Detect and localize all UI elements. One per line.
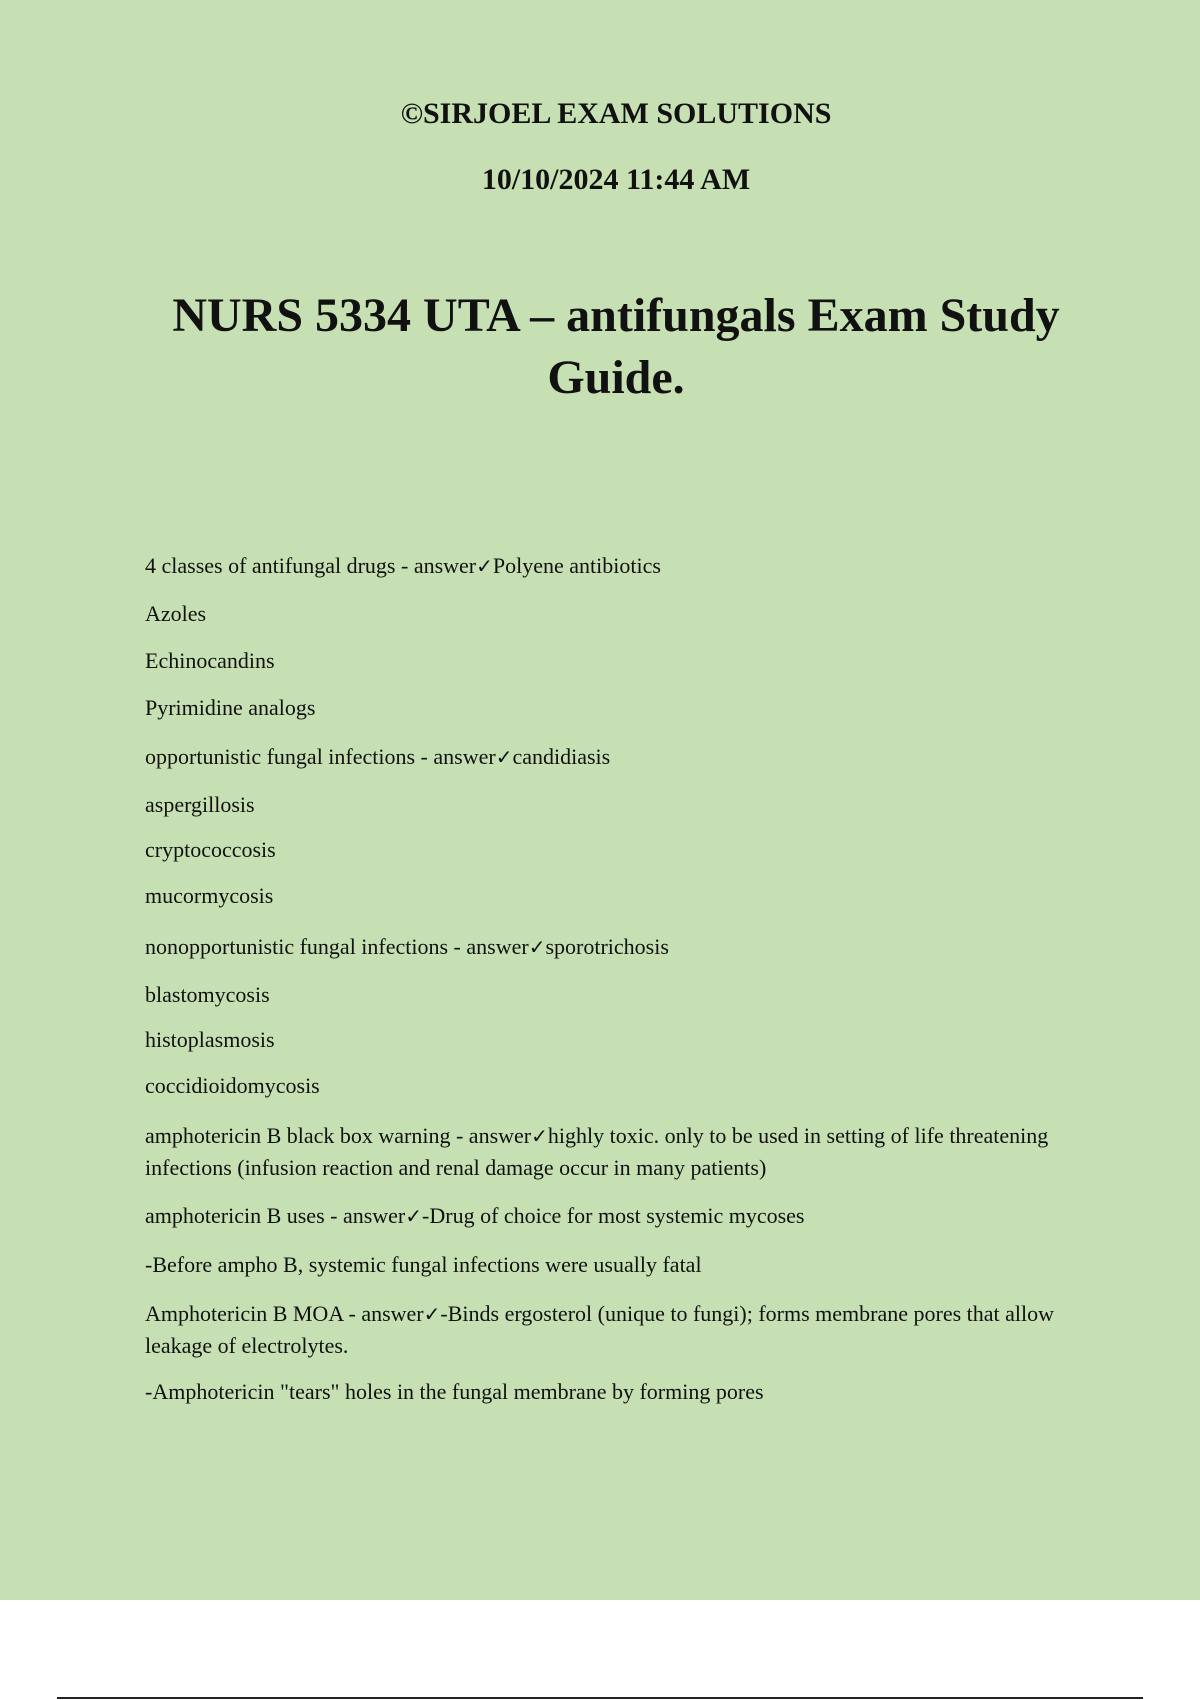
list-item: -Before ampho B, systemic fungal infections were usually fatal [145, 1252, 702, 1277]
copyright-notice: ©SIRJOEL EXAM SOLUTIONS [400, 97, 832, 130]
list-item: aspergillosis [145, 792, 255, 817]
check-icon: ✓ [405, 1204, 423, 1228]
answer-text: -Drug of choice for most systemic mycoses [422, 1203, 805, 1228]
check-icon: ✓ [476, 554, 493, 578]
qa-line [145, 931, 1095, 963]
answer-text: candidiasis [512, 744, 611, 769]
answer-text: Polyene antibiotics [492, 553, 661, 578]
check-icon: ✓ [531, 1124, 548, 1148]
document-title: NURS 5334 UTA – antifungals Exam Study Guide. [172, 289, 1060, 404]
timestamp: 10/10/2024 11:44 AM [481, 163, 751, 196]
list-item: Pyrimidine analogs [145, 695, 316, 720]
question-text: Amphotericin B MOA - answer [145, 1301, 424, 1326]
footer-divider [57, 1697, 1143, 1699]
question-text: opportunistic fungal infections - answer [145, 744, 496, 769]
qa-line [145, 1298, 1095, 1361]
list-item: Echinocandins [145, 648, 275, 673]
question-text: amphotericin B black box warning - answer [145, 1123, 532, 1148]
list-item: blastomycosis [145, 982, 270, 1007]
question-text: nonopportunistic fungal infections - answer [145, 934, 529, 959]
list-item: cryptococcosis [145, 837, 276, 862]
answer-text: -Binds ergosterol (unique to fungi); forms membrane pores that allow leakage of electrolytes. [145, 1301, 1055, 1358]
answer-text: sporotrichosis [545, 934, 669, 959]
list-item: histoplasmosis [145, 1027, 275, 1052]
check-icon: ✓ [495, 745, 513, 769]
list-item: -Amphotericin "tears" holes in the fungal membrane by forming pores [145, 1379, 764, 1404]
qa-line [145, 741, 1095, 773]
qa-line [145, 1200, 1095, 1232]
answer-text: highly toxic. only to be used in setting of life threatening infections (infusion reaction and renal damage occur in many patients) [145, 1123, 1049, 1180]
qa-line [145, 550, 1095, 582]
qa-line [145, 1120, 1095, 1183]
list-item: mucormycosis [145, 883, 274, 908]
question-text: amphotericin B uses - answer [145, 1203, 406, 1228]
list-item: Azoles [145, 601, 207, 626]
list-item: coccidioidomycosis [145, 1073, 320, 1098]
check-icon: ✓ [528, 935, 546, 959]
check-icon: ✓ [423, 1302, 441, 1326]
question-text: 4 classes of antifungal drugs - answer [145, 553, 477, 578]
